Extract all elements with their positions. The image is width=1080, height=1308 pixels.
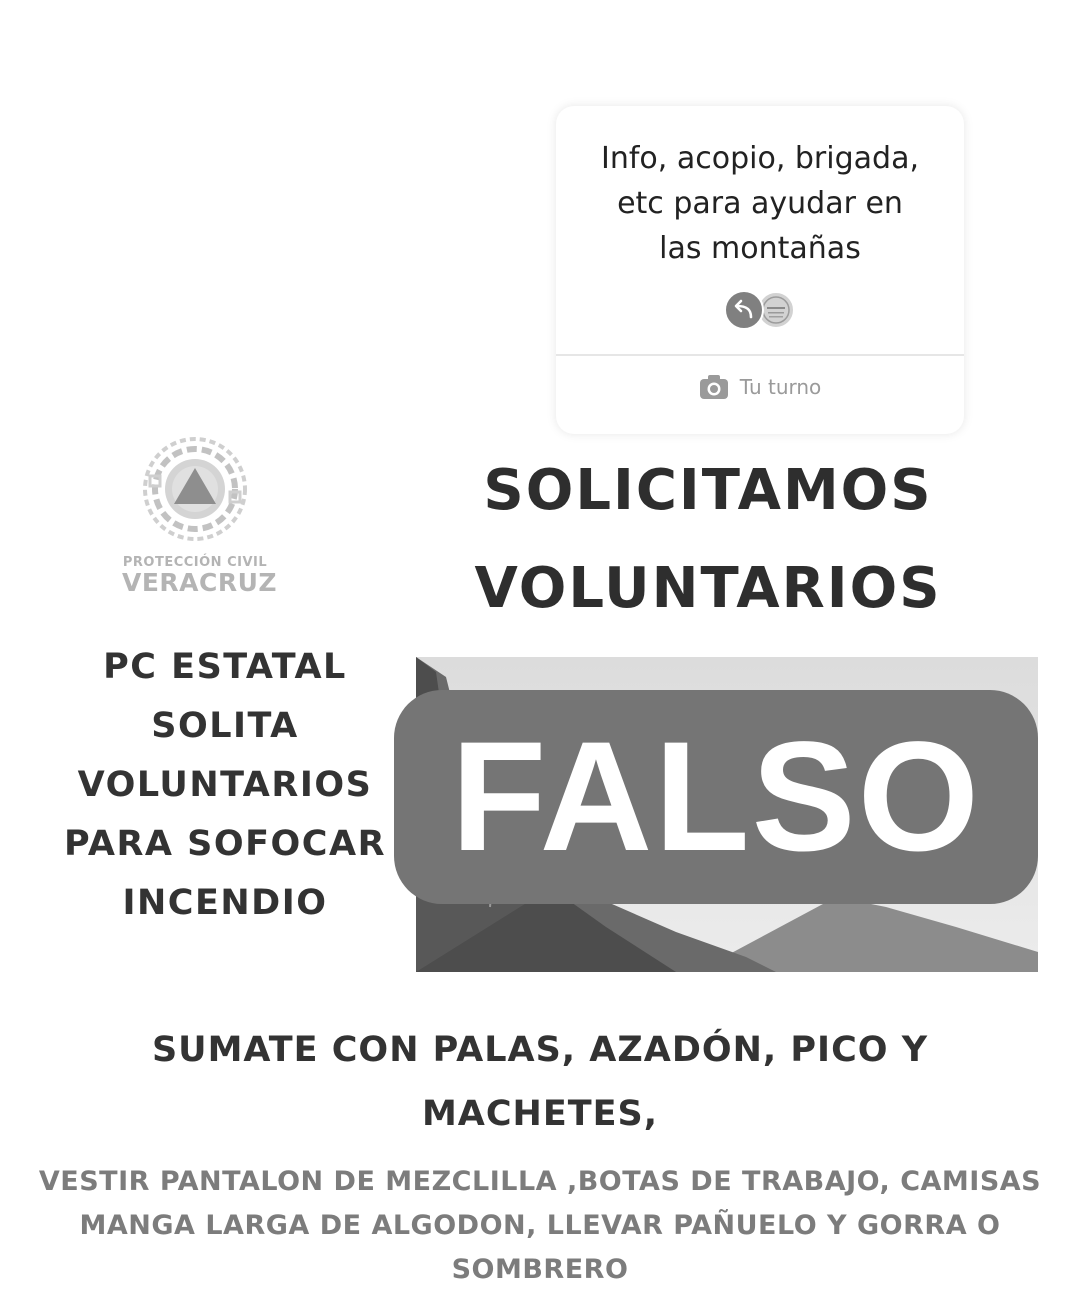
- proteccion-civil-logo: [122, 436, 278, 597]
- announcement-line: INCENDIO: [122, 883, 328, 923]
- tools-line: SUMATE CON PALAS, AZADÓN, PICO Y: [151, 1030, 929, 1070]
- headline-line: VOLUNTARIOS: [474, 556, 942, 621]
- announcement-text: [40, 638, 410, 933]
- camera-icon: [699, 374, 729, 400]
- reply-message-line: etc para ayudar en: [617, 186, 903, 221]
- your-turn-label: Tu turno: [739, 375, 822, 399]
- headline-line: SOLICITAMOS: [483, 458, 933, 523]
- reply-arrow-icon[interactable]: [725, 291, 763, 329]
- reply-divider: [556, 354, 964, 356]
- reply-avatars: [722, 290, 802, 330]
- false-stamp: [394, 690, 1038, 904]
- your-turn-button[interactable]: [556, 374, 964, 414]
- dress-code-line: SOMBRERO: [451, 1254, 629, 1285]
- announcement-line: VOLUNTARIOS: [77, 765, 373, 805]
- reply-message: [556, 136, 964, 271]
- announcement-line: SOLITA: [151, 706, 299, 746]
- tools-line: MACHETES,: [421, 1094, 659, 1134]
- logo-title: VERACRUZ: [122, 568, 278, 597]
- dress-code-line: MANGA LARGA DE ALGODON, LLEVAR PAÑUELO Y GORRA O: [79, 1210, 1001, 1241]
- story-reply-card: [556, 106, 964, 434]
- dress-code-line: VESTIR PANTALON DE MEZCLILLA ,BOTAS DE TRABAJO, CAMISAS: [38, 1166, 1042, 1197]
- reply-message-line: las montañas: [659, 231, 861, 266]
- false-stamp-label: FALSO: [450, 710, 982, 884]
- logo-subtitle: PROTECCIÓN CIVIL: [122, 555, 268, 570]
- announcement-line: PARA SOFOCAR: [63, 824, 387, 864]
- protection-triangle-emblem: [142, 436, 248, 542]
- announcement-line: PC ESTATAL: [103, 647, 347, 687]
- reply-message-line: Info, acopio, brigada,: [601, 141, 919, 176]
